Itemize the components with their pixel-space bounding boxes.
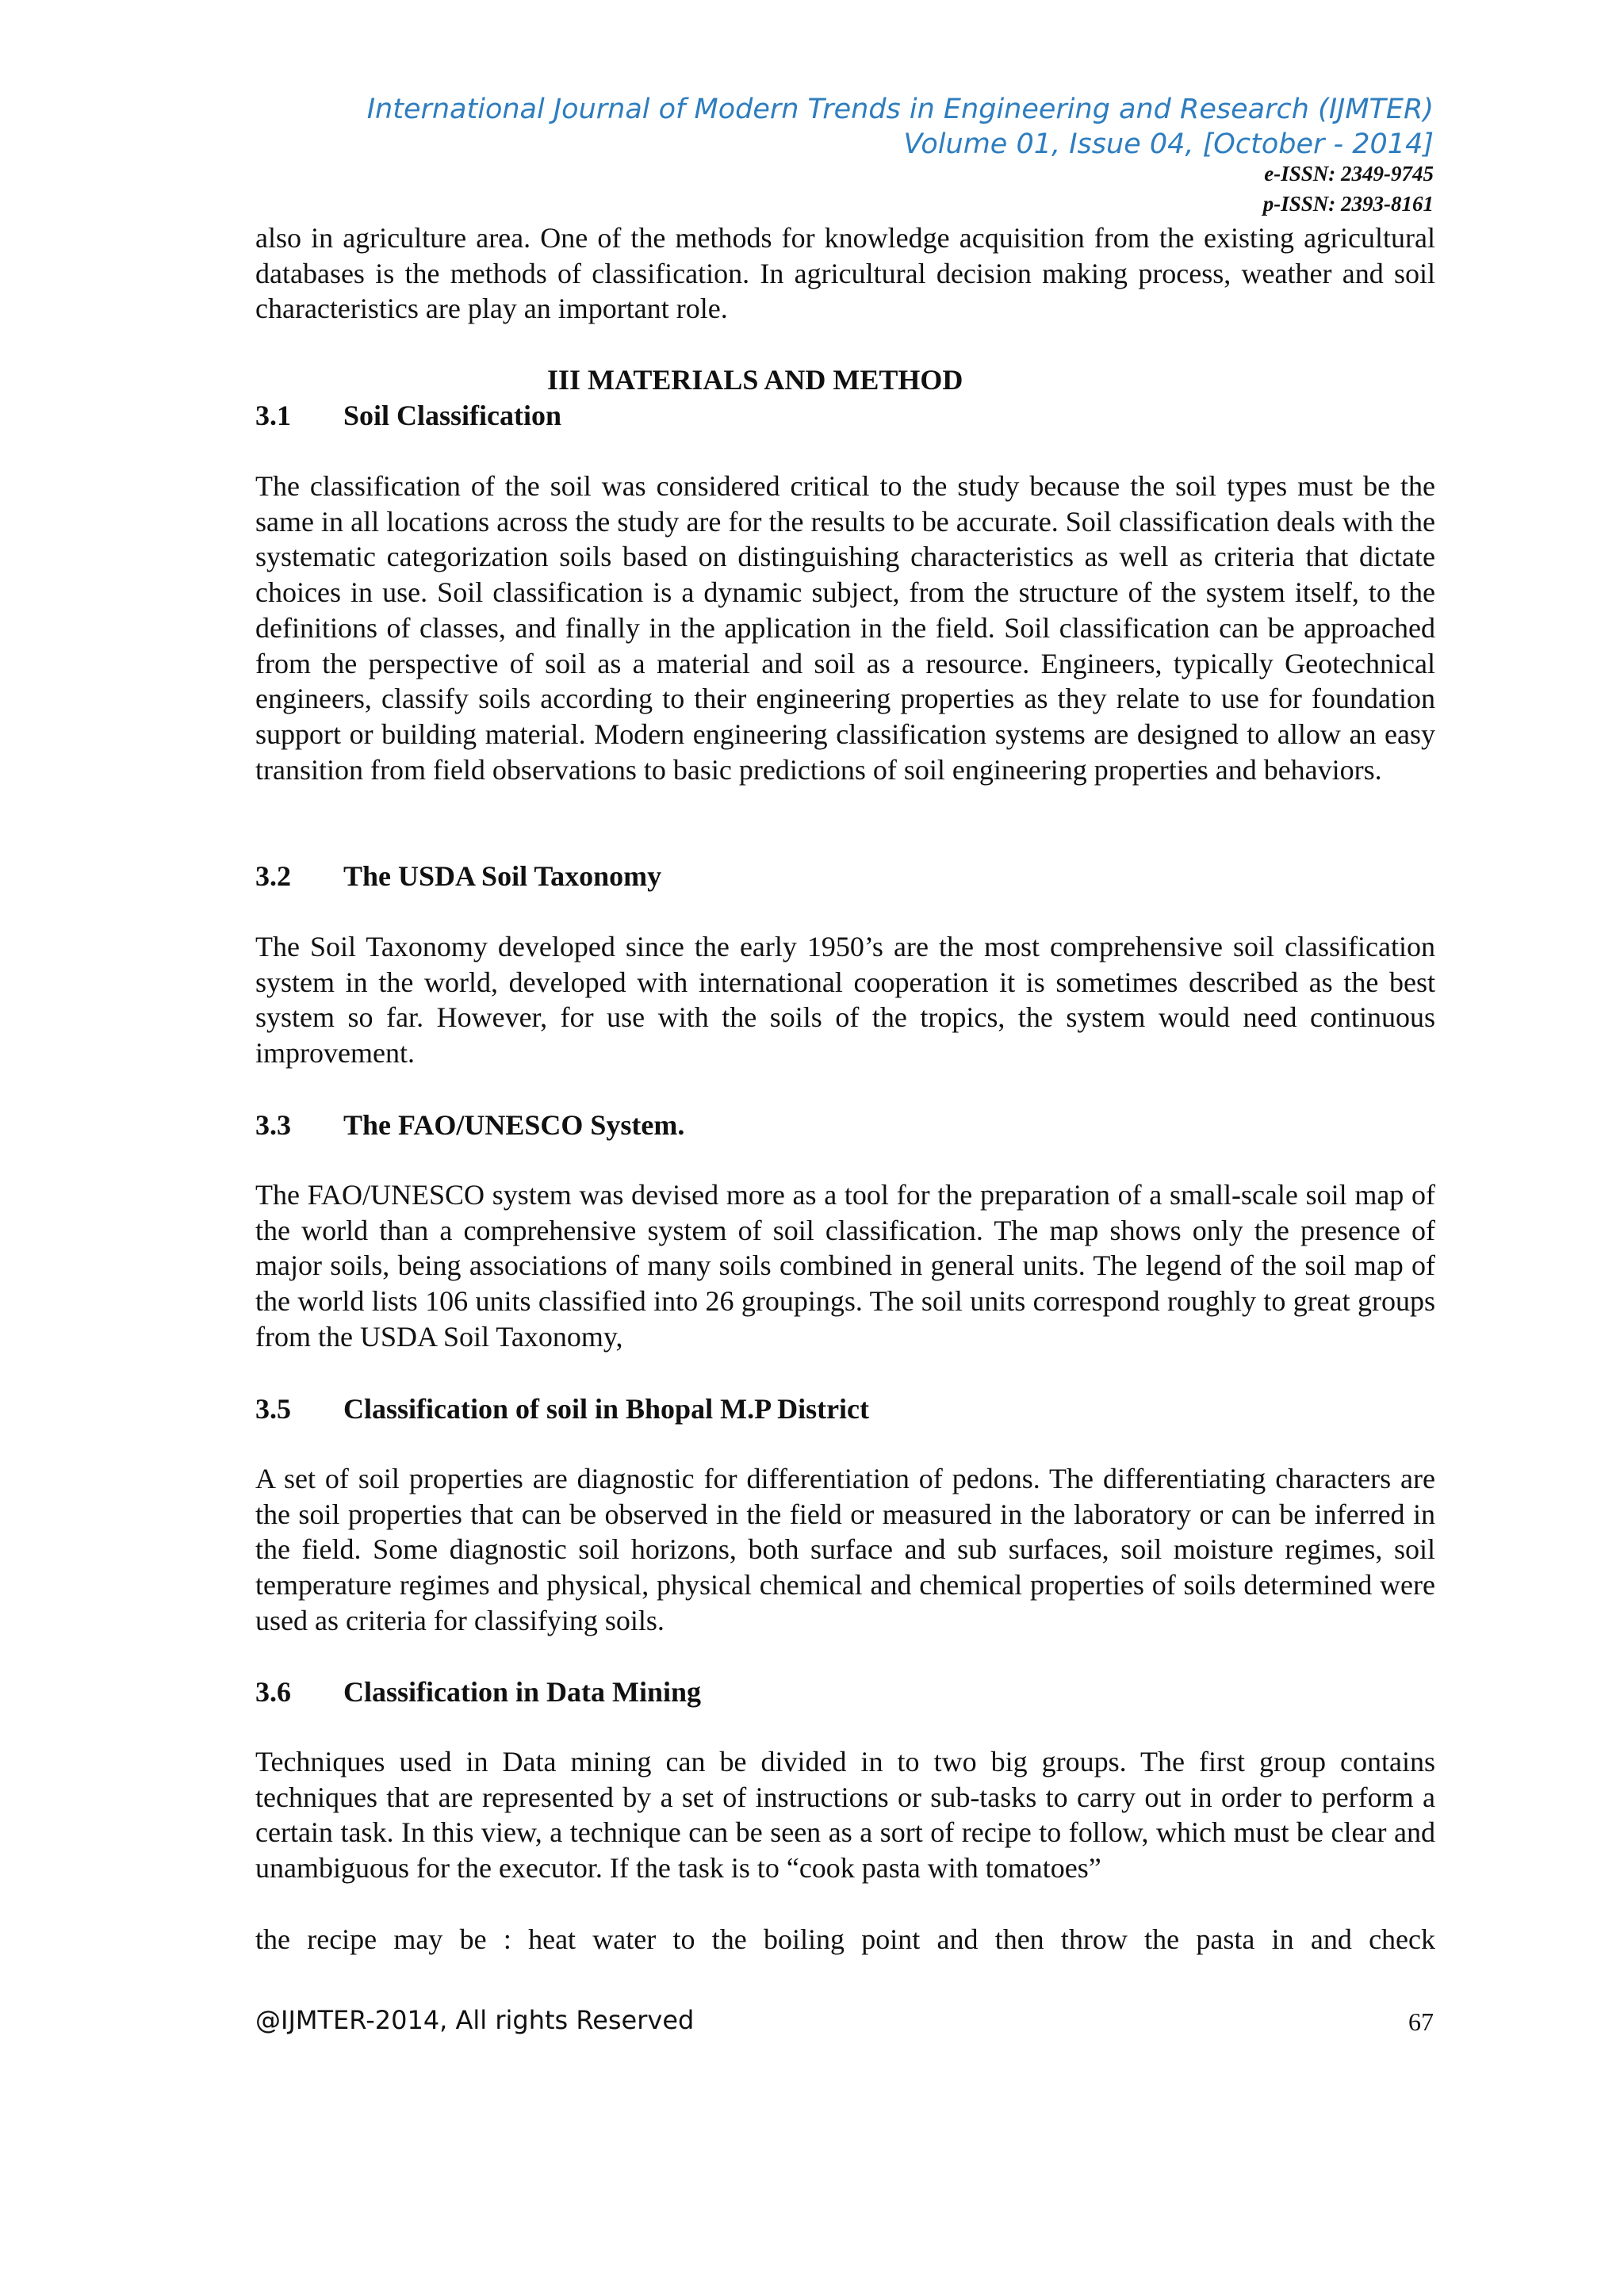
- footer-copyright: @IJMTER-2014, All rights Reserved: [255, 2005, 695, 2035]
- subsection-heading: [255, 859, 661, 894]
- subsection-number: 3.1: [255, 400, 291, 431]
- subsection-number: 3.5: [255, 1393, 291, 1425]
- section-title: III MATERIALS AND METHOD: [547, 364, 963, 396]
- subsection-title: Soil Classification: [343, 400, 562, 431]
- subsection-title: The FAO/UNESCO System.: [343, 1109, 685, 1141]
- subsection-number: 3.3: [255, 1109, 291, 1141]
- p-issn: p-ISSN: 2393-8161: [1262, 192, 1434, 216]
- journal-volume: Volume 01, Issue 04, [October - 2014]: [903, 128, 1434, 160]
- subsection-heading: [255, 1108, 684, 1142]
- continuation-line: the recipe may be : heat water to the boiling point and then throw the pasta in and check: [255, 1923, 1435, 1955]
- subsection-title: The USDA Soil Taxonomy: [343, 860, 662, 892]
- subsection-heading: [255, 398, 561, 433]
- subsection-number: 3.2: [255, 860, 291, 892]
- intro-paragraph: also in agriculture area. One of the methods for knowledge acquisition from the existing agricultural databases is the methods of classification. In agricultural decision making process, weather and soil characteristics are play an important role.: [255, 222, 1435, 325]
- journal-title: International Journal of Modern Trends in Engineering and Research (IJMTER): [366, 94, 1434, 125]
- subsection-paragraph: The FAO/UNESCO system was devised more as a tool for the preparation of a small-scale soil map of the world than a comprehensive system of soil classification. The map shows only the presence of major soils, being associations of many soils combined in general units. The legend of the soil map of the world lists 106 units classified into 26 groupings. The soil units correspond roughly to great groups from the USDA Soil Taxonomy,: [255, 1179, 1435, 1353]
- subsection-paragraph: Techniques used in Data mining can be divided in to two big groups. The first group contains techniques that are represented by a set of instructions or sub-tasks to carry out in order to perform a certain task. In this view, a technique can be seen as a sort of recipe to follow, which must be clear and unambiguous for the executor. If the task is to “cook pasta with tomatoes”: [255, 1746, 1435, 1885]
- e-issn: e-ISSN: 2349-9745: [1264, 162, 1434, 186]
- subsection-title: Classification in Data Mining: [343, 1676, 702, 1708]
- subsection-paragraph: The Soil Taxonomy developed since the early 1950’s are the most comprehensive soil classification system in the world, developed with international cooperation it is sometimes described as the best system so far. However, for use with the soils of the tropics, the system would need continuous improvement.: [255, 931, 1435, 1070]
- subsection-paragraph: The classification of the soil was considered critical to the study because the soil types must be the same in all locations across the study are for the results to be accurate. Soil classification deals with the systematic categorization soils based on distinguishing characteristics as well as criteria that dictate choices in use. Soil classification is a dynamic subject, from the structure of the system itself, to the definitions of classes, and finally in the application in the field. Soil classification can be approached from the perspective of soil as a material and soil as a resource. Engineers, typically Geotechnical engineers, classify soils according to their engineering properties as they relate to use for foundation support or building material. Modern engineering classification systems are designed to allow an easy transition from field observations to basic predictions of soil engineering properties and behaviors.: [255, 470, 1435, 786]
- page-number: 67: [1408, 2007, 1434, 2036]
- subsection-heading: [255, 1674, 701, 1709]
- subsection-paragraph: A set of soil properties are diagnostic for differentiation of pedons. The differentiating characters are the soil properties that can be observed in the field or measured in the laboratory or can be inferred in the field. Some diagnostic soil horizons, both surface and sub surfaces, soil moisture regimes, soil temperature regimes and physical, physical chemical and chemical properties of soils determined were used as criteria for classifying soils.: [255, 1463, 1435, 1636]
- subsection-number: 3.6: [255, 1676, 291, 1708]
- subsection-heading: [255, 1391, 869, 1426]
- subsection-title: Classification of soil in Bhopal M.P District: [343, 1393, 870, 1425]
